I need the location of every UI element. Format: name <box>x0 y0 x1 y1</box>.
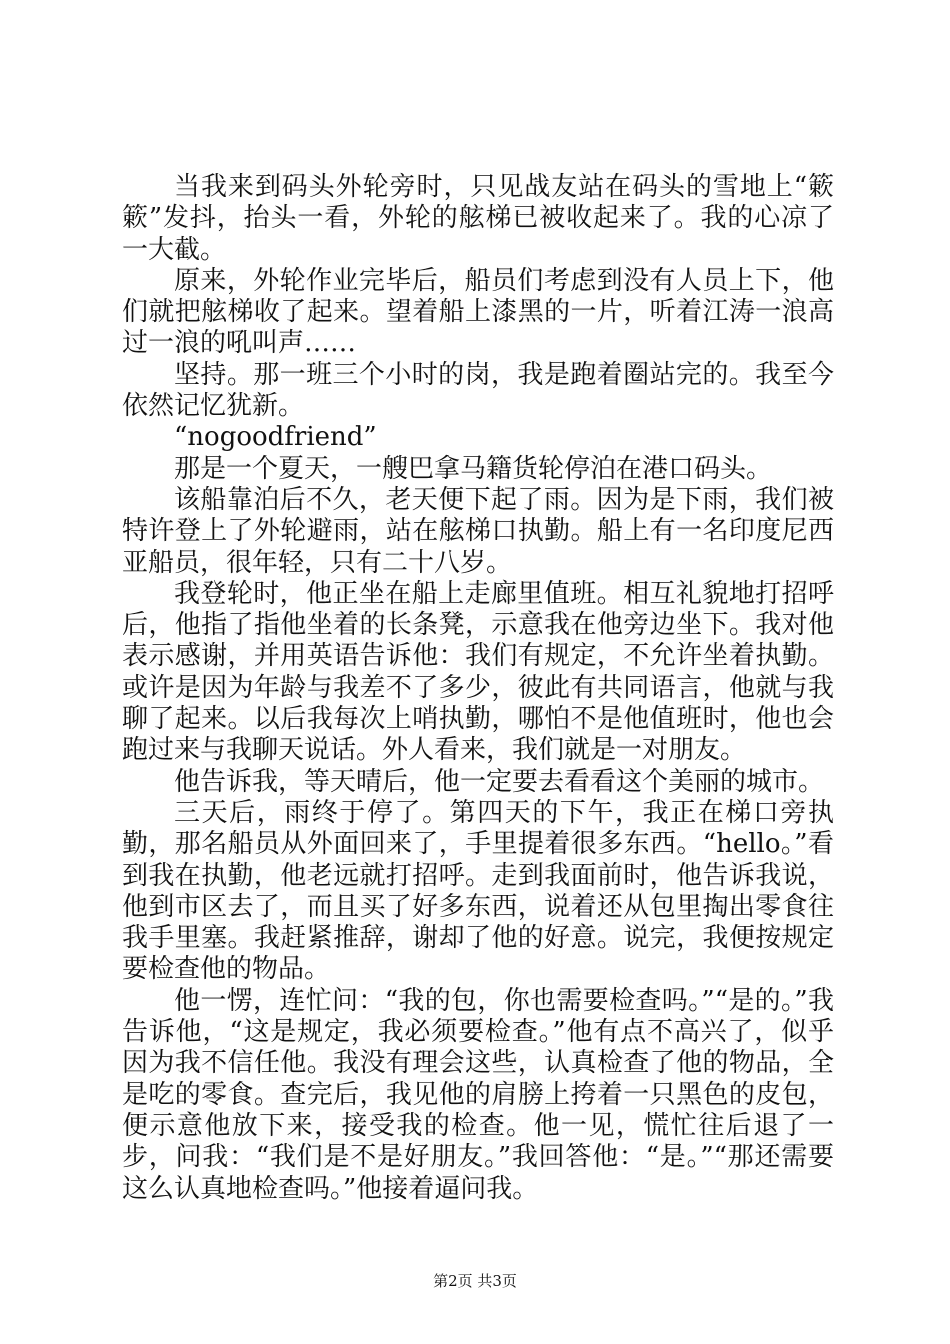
paragraph: 当我来到码头外轮旁时，只见战友站在码头的雪地上“簌簌”发抖，抬头一看，外轮的舷梯已被收起来了。我的心凉了一大截。 <box>122 172 834 265</box>
page-footer <box>0 1271 950 1291</box>
document-body <box>122 172 834 1205</box>
page-number-label: 第2页 共3页 <box>433 1272 517 1290</box>
paragraph: 他告诉我，等天晴后，他一定要去看看这个美丽的城市。 <box>174 766 825 797</box>
paragraph: 坚持。那一班三个小时的岗，我是跑着圈站完的。我至今依然记忆犹新。 <box>122 359 834 422</box>
paragraph: 他一愣，连忙问：“我的包，你也需要检查吗。”“是的。”我告诉他，“这是规定，我必须要检查。”他有点不高兴了，似乎因为我不信任他。我没有理会这些，认真检查了他的物品，全是吃的零食。查完后，我见他的肩膀上挎着一只黑色的皮包，便示意他放下来，接受我的检查。他一见，慌忙往后退了一步，问我：“我们是不是好朋友。”我回答他：“是。”“那还需要这么认真地检查吗。”他接着逼问我。 <box>122 985 834 1204</box>
paragraph: 三天后，雨终于停了。第四天的下午，我正在梯口旁执勤，那名船员从外面回来了，手里提着很多东西。“hello。”看到我在执勤，他老远就打招呼。走到我面前时，他告诉我说，他到市区去了，而且买了好多东西，说着还从包里掏出零食往我手里塞。我赶紧推辞，谢却了他的好意。说完，我便按规定要检查他的物品。 <box>122 797 834 985</box>
paragraph: 该船靠泊后不久，老天便下起了雨。因为是下雨，我们被特许登上了外轮避雨，站在舷梯口执勤。船上有一名印度尼西亚船员，很年轻，只有二十八岁。 <box>122 484 834 578</box>
paragraph-quote-heading: “nogoodfriend” <box>174 422 377 453</box>
paragraph: 那是一个夏天，一艘巴拿马籍货轮停泊在港口码头。 <box>174 453 773 484</box>
paragraph: 我登轮时，他正坐在船上走廊里值班。相互礼貌地打招呼后，他指了指他坐着的长条凳，示意我在他旁边坐下。我对他表示感谢，并用英语告诉他：我们有规定，不允许坐着执勤。或许是因为年龄与我差不了多少，彼此有共同语言，他就与我聊了起来。以后我每次上哨执勤，哪怕不是他值班时，他也会跑过来与我聊天说话。外人看来，我们就是一对朋友。 <box>122 578 834 766</box>
paragraph: 原来，外轮作业完毕后，船员们考虑到没有人员上下，他们就把舷梯收了起来。望着船上漆黑的一片，听着江涛一浪高过一浪的吼叫声…… <box>122 265 834 359</box>
